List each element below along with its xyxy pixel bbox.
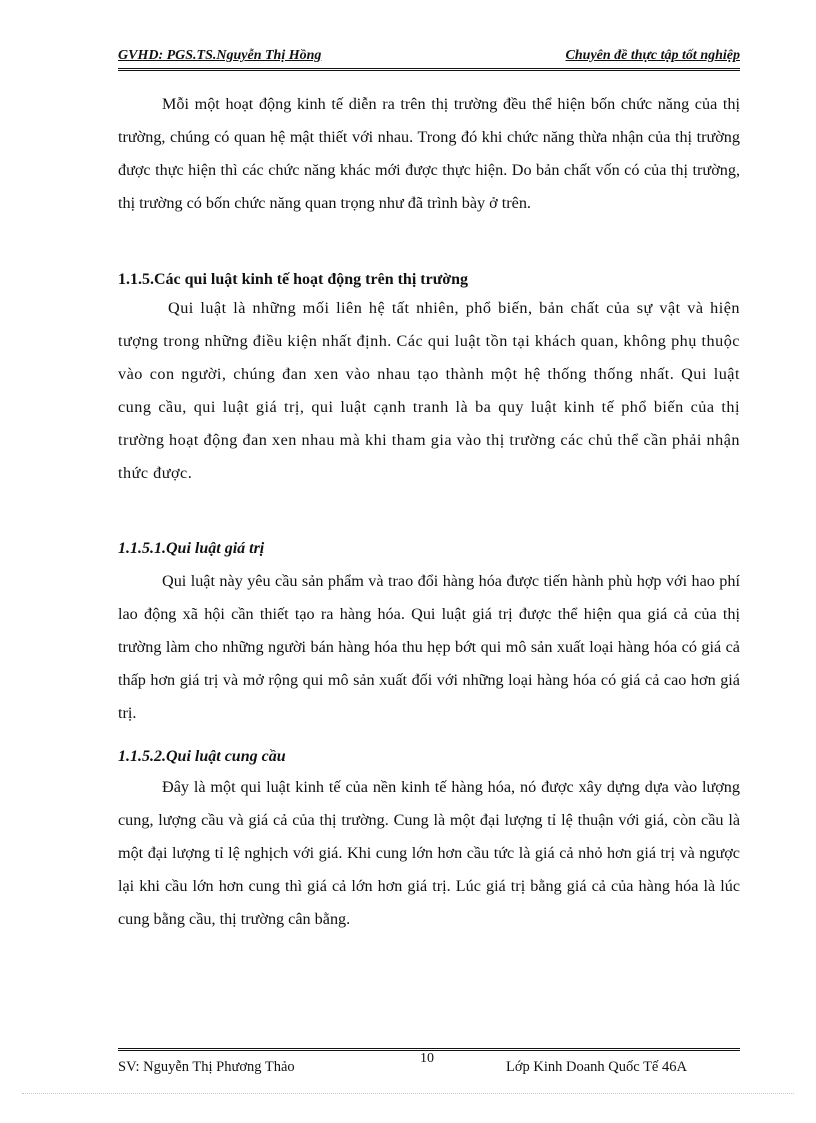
paragraph-value-law: Qui luật này yêu cầu sản phẩm và trao đổi hàng hóa được tiến hành phù hợp với hao phí lao động xã hội cần thiết tạo ra hàng hóa. Qui luật giá trị được thể hiện qua giá cả của thị trường làm cho những người bán hàng hóa thu hẹp bớt qui mô sản xuất loại hàng hóa có giá cả thấp hơn giá trị và mở rộng qui mô sản xuất đối với những loại hàng hóa có giá cả cao hơn giá trị. xyxy=(118,572,740,722)
header-report-title: Chuyên đề thực tập tốt nghiệp xyxy=(565,48,740,63)
footer-student: SV: Nguyễn Thị Phương Thảo xyxy=(118,1059,295,1075)
page-footer xyxy=(118,1051,740,1078)
page-number: 10 xyxy=(420,1051,434,1066)
header-divider xyxy=(118,68,740,74)
footer-class: Lớp Kinh Doanh Quốc Tế 46A xyxy=(506,1059,687,1075)
page-header xyxy=(118,46,740,68)
header-advisor: GVHD: PGS.TS.Nguyễn Thị Hồng xyxy=(118,48,322,63)
paragraph-supply-demand: Đây là một qui luật kinh tế của nền kinh tế hàng hóa, nó được xây dựng dựa vào lượng cung, lượng cầu và giá cả của thị trường. Cung là một đại lượng tỉ lệ thuận với giá, còn cầu là một đại lượng tỉ lệ nghịch với giá. Khi cung lớn hơn cầu tức là giá cả nhỏ hơn giá trị và ngược lại khi cầu lớn hơn cung thì giá cả lớn hơn giá trị. Lúc giá trị bằng giá cả của hàng hóa là lúc cung bằng cầu, thị trường cân bằng. xyxy=(118,778,740,928)
page-bottom-edge xyxy=(22,1093,794,1094)
paragraph-economic-laws: Qui luật là những mối liên hệ tất nhiên, phổ biến, bản chất của sự vật và hiện tượng trong những điều kiện nhất định. Các qui luật tồn tại khách quan, không phụ thuộc vào con người, chúng đan xen vào nhau tạo thành một hệ thống thống nhất. Qui luật cung cầu, qui luật giá trị, qui luật cạnh tranh là ba quy luật kinh tế phổ biến của thị trường hoạt động đan xen nhau mà khi tham gia vào thị trường các chủ thể cần phải nhận thức được. xyxy=(118,299,740,482)
section-heading-economic-laws: 1.1.5.Các qui luật kinh tế hoạt động trên thị trường xyxy=(118,271,469,288)
subsection-heading-supply-demand: 1.1.5.2.Qui luật cung cầu xyxy=(118,748,286,765)
paragraph-market-functions: Mỗi một hoạt động kinh tế diễn ra trên thị trường đều thể hiện bốn chức năng của thị trường, chúng có quan hệ mật thiết với nhau. Trong đó khi chức năng thừa nhận của thị trường được thực hiện thì các chức năng khác mới được thực hiện. Do bản chất vốn có của thị trường, thị trường có bốn chức năng quan trọng như đã trình bày ở trên. xyxy=(118,95,740,212)
subsection-heading-value-law: 1.1.5.1.Qui luật giá trị xyxy=(118,540,265,557)
